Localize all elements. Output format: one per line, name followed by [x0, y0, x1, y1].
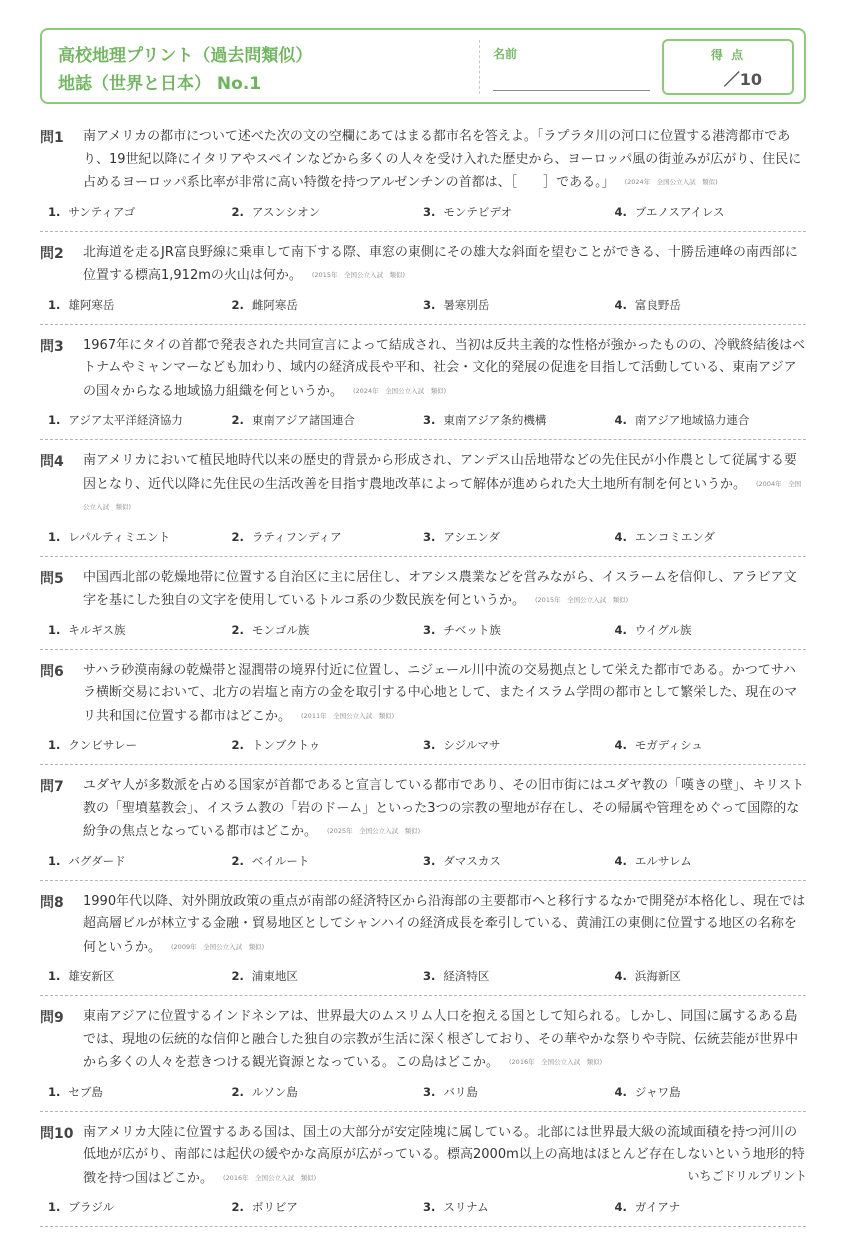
choice-label: 雄阿寒岳 — [68, 297, 115, 312]
choice-number: 3. — [423, 297, 436, 312]
choice-number: 2. — [231, 413, 244, 427]
question-body: 南アメリカの都市について述べた次の文の空欄にあてはまる都市名を答えよ。「ラプラタ川の河口に位置する港湾都市であり、19世紀以降にイタリアやスペインなどから多くの人々を受け入れた歴史から、ヨーロッパ風の街並みが広がり、住民に占めるヨーロッパ系比率が非常に高い特徴を持つアルゼンチンの首都は、［ ］である。」 — [83, 129, 802, 190]
choice-number: 4. — [614, 529, 627, 544]
answer-choice[interactable] — [615, 853, 807, 869]
question-item — [40, 450, 806, 557]
question-number: 問9 — [40, 1010, 64, 1026]
choice-number: 3. — [423, 969, 436, 983]
answer-choice[interactable] — [423, 737, 615, 753]
choice-label: ダマスカス — [443, 853, 501, 868]
question-item — [40, 242, 806, 325]
answer-choices — [40, 965, 806, 987]
answer-choice[interactable] — [40, 968, 232, 984]
name-field[interactable] — [493, 90, 650, 91]
choice-label: ベイルート — [251, 853, 310, 868]
question-body: 南アメリカ大陸に位置するある国は、国土の大部分が安定陸塊に属している。北部には世界最大級の流域面積を持つ河川の低地が広がり、南部には起伏の緩やかな高原が広がっている。標高2000m以上の高地はほとんど存在しないという地形的特徴を持つ国はどこか。 — [83, 1124, 805, 1186]
choice-label: モンゴル族 — [251, 622, 310, 637]
answer-choice[interactable] — [232, 853, 424, 869]
choice-number: 1. — [48, 622, 61, 637]
choice-label: トンブクトゥ — [251, 738, 321, 752]
choice-label: 富良野岳 — [634, 297, 681, 312]
choice-label: シジルマサ — [443, 738, 501, 752]
question-text — [83, 891, 806, 960]
question-text — [83, 1006, 806, 1075]
choice-label: 浜海新区 — [634, 969, 681, 983]
footer-brand: いちごドリルプリント — [687, 1169, 807, 1183]
question-source: (2011年 全国公立入試 類似) — [301, 711, 395, 720]
header-divider — [479, 40, 480, 94]
choice-number: 2. — [231, 969, 244, 983]
question-source: (2016年 全国公立入試 類似) — [223, 1173, 317, 1182]
question-number: 問3 — [40, 338, 64, 355]
question-number: 問8 — [40, 894, 64, 911]
question-source: (2015年 全国公立入試 類似) — [311, 271, 406, 279]
choice-label: ラティフンディア — [251, 529, 342, 544]
choice-label: スリナム — [443, 1200, 489, 1214]
choice-label: エンコミエンダ — [634, 529, 715, 544]
choice-label: ブエノスアイレス — [634, 204, 725, 219]
question-text — [83, 775, 806, 844]
choice-label: 東南アジア条約機構 — [443, 413, 547, 427]
question-item — [40, 335, 806, 441]
choice-label: ウイグル族 — [634, 622, 692, 637]
answer-choice[interactable] — [232, 1199, 424, 1215]
question-body: 南アメリカにおいて植民地時代以来の歴史的背景から形成され、アンデス山岳地帯などの先住民が小作農として従属する要因となり、近代以降に先住民の生活改善を目指す農地改革によって解体が進められた大土地所有制を何というか。 — [83, 453, 797, 492]
question-text — [83, 450, 806, 520]
answer-choice[interactable] — [40, 853, 232, 869]
choice-label: 雄安新区 — [68, 969, 115, 983]
choice-number: 3. — [423, 1200, 436, 1214]
name-label: 名前 — [493, 47, 518, 61]
question-number: 問6 — [40, 663, 64, 680]
choice-number: 4. — [614, 1200, 627, 1214]
question-number: 問1 — [40, 130, 64, 146]
question-number: 問5 — [40, 570, 64, 587]
choice-label: モガディシュ — [634, 738, 703, 752]
answer-choice[interactable] — [40, 412, 232, 428]
choice-number: 3. — [423, 622, 436, 637]
choice-label: 経済特区 — [443, 969, 490, 983]
answer-choices — [40, 1196, 806, 1218]
question-number: 問2 — [40, 245, 64, 262]
choice-number: 4. — [614, 413, 627, 427]
question-item — [40, 1006, 806, 1112]
answer-choice[interactable] — [232, 737, 424, 753]
choice-number: 2. — [231, 738, 244, 752]
answer-choices — [40, 619, 806, 641]
question-number: 問10 — [40, 1125, 74, 1142]
choice-number: 4. — [614, 1084, 627, 1099]
question-item — [40, 660, 806, 766]
answer-choice[interactable] — [40, 622, 232, 638]
choice-label: クンビサレー — [68, 738, 138, 752]
worksheet-title: 高校地理プリント（過去問類似） — [58, 46, 313, 66]
answer-choice[interactable] — [232, 622, 424, 638]
question-source: (2004年 全国公立入試 類似) — [83, 479, 802, 511]
answer-choice[interactable] — [615, 204, 807, 220]
answer-choices — [40, 201, 806, 223]
answer-choice[interactable] — [423, 529, 615, 545]
answer-choices — [40, 409, 806, 431]
answer-choices — [40, 526, 806, 548]
choice-label: 雌阿寒岳 — [251, 297, 298, 312]
choice-number: 2. — [231, 622, 244, 637]
answer-choice[interactable] — [232, 412, 424, 428]
answer-choice[interactable] — [615, 622, 807, 638]
question-number: 問7 — [40, 779, 64, 795]
choice-number: 4. — [614, 297, 627, 312]
answer-choices — [40, 1081, 806, 1103]
choice-label: サンティアゴ — [68, 204, 136, 219]
answer-choice[interactable] — [615, 529, 807, 545]
answer-choice[interactable] — [40, 297, 232, 313]
score-value: ／10 — [723, 70, 762, 89]
question-body: 北海道を走るJR富良野線に乗車して南下する際、車窓の東側にその雄大な斜面を望むことができる、十勝岳連峰の南西部に位置する標高1,912mの火山は何か。 — [83, 244, 798, 283]
choice-number: 3. — [423, 1084, 436, 1099]
answer-choice[interactable] — [40, 1084, 232, 1100]
answer-choice[interactable] — [232, 204, 424, 220]
answer-choice[interactable] — [615, 297, 807, 313]
question-item — [40, 891, 806, 997]
choice-number: 2. — [231, 1084, 244, 1099]
question-text — [83, 126, 806, 195]
answer-choice[interactable] — [423, 204, 615, 220]
choice-number: 1. — [48, 529, 61, 544]
score-box — [662, 39, 794, 95]
choice-number: 3. — [423, 204, 436, 219]
answer-choice[interactable] — [615, 737, 807, 753]
choice-number: 2. — [231, 853, 244, 868]
choice-label: チベット族 — [443, 622, 501, 637]
choice-label: ブラジル — [68, 1200, 115, 1214]
question-body: 中国西北部の乾燥地帯に位置する自治区に主に居住し、オアシス農業などを営みながら、イスラームを信仰し、アラビア文字を基にした独自の文字を使用しているトルコ系の少数民族を何というか。 — [83, 569, 797, 608]
answer-choices — [40, 294, 806, 316]
question-source: (2009年 全国公立入試 類似) — [171, 942, 265, 951]
worksheet-header — [40, 28, 806, 104]
choice-label: 東南アジア諸国連合 — [251, 413, 355, 427]
answer-choices — [40, 850, 806, 872]
choice-number: 3. — [423, 413, 436, 427]
answer-choice[interactable] — [423, 968, 615, 984]
answer-choice[interactable] — [615, 1084, 807, 1100]
question-source: (2024年 全国公立入試 類似) — [353, 386, 447, 395]
choice-number: 1. — [48, 413, 61, 427]
choice-label: バグダード — [68, 853, 126, 868]
answer-choice[interactable] — [40, 529, 232, 545]
answer-choice[interactable] — [615, 968, 807, 984]
choice-label: ジャワ島 — [634, 1084, 681, 1099]
choice-number: 1. — [48, 1200, 61, 1214]
score-label: 得 点 — [710, 48, 746, 62]
answer-choice[interactable] — [40, 204, 232, 220]
choice-number: 1. — [48, 297, 61, 312]
question-text — [83, 335, 806, 404]
answer-choice[interactable] — [232, 968, 424, 984]
question-body: 1967年にタイの首都で発表された共同宣言によって結成され、当初は反共主義的な性格が強かったものの、冷戦終結後はベトナムやミャンマーなども加わり、域内の経済成長や平和、社会・文化的発展の促進を目指して活動している、東南アジアの国々からなる地域協力組織を何というか。 — [83, 337, 806, 399]
question-item — [40, 126, 806, 232]
question-text — [83, 660, 806, 729]
choice-label: アスンシオン — [251, 204, 321, 219]
question-text — [83, 567, 806, 613]
choice-number: 1. — [48, 853, 61, 868]
choice-number: 4. — [614, 738, 627, 752]
question-body: ユダヤ人が多数派を占める国家が首都であると宣言している都市であり、その旧市街にはユダヤ教の「嘆きの壁」、キリスト教の「聖墳墓教会」、イスラム教の「岩のドーム」といった3つの宗教の聖地が存在し、その帰属や管理をめぐって国際的な紛争の焦点となっている都市はどこか。 — [83, 778, 805, 839]
choice-label: ボリビア — [251, 1200, 298, 1214]
answer-choice[interactable] — [40, 737, 232, 753]
question-body: 1990年代以降、対外開放政策の重点が南部の経済特区から沿海部の主要都市へと移行するなかで開発が本格化し、現在では超高層ビルが林立する金融・貿易地区としてシャンハイの経済成長を牽引している、黄浦江の東側に位置する地区の名称を何というか。 — [83, 893, 806, 955]
question-source: (2016年 全国公立入試 類似) — [509, 1058, 603, 1066]
choice-number: 4. — [614, 622, 627, 637]
answer-choice[interactable] — [423, 412, 615, 428]
choice-label: エルサレム — [634, 853, 692, 868]
question-body: 東南アジアに位置するインドネシアは、世界最大のムスリム人口を抱える国として知られる。しかし、同国に属するある島では、現地の伝統的な信仰と融合した独自の宗教が生活に深く根ざしており、その華やかな祭りや寺院、伝統芸能が世界中から多くの人々を惹きつける観光資源となっている。この島はどこか。 — [83, 1009, 799, 1070]
choice-number: 1. — [48, 969, 61, 983]
choice-number: 3. — [423, 529, 436, 544]
answer-choice[interactable] — [40, 1199, 232, 1215]
question-source: (2024年 全国公立入試 類似) — [624, 178, 718, 186]
choice-number: 3. — [423, 738, 436, 752]
answer-choice[interactable] — [423, 622, 615, 638]
answer-choice[interactable] — [615, 1199, 807, 1215]
answer-choice[interactable] — [615, 412, 807, 428]
question-source: (2025年 全国公立入試 類似) — [327, 827, 421, 835]
answer-choice[interactable] — [232, 297, 424, 313]
answer-choice[interactable] — [423, 1084, 615, 1100]
answer-choice[interactable] — [423, 1199, 615, 1215]
choice-number: 1. — [48, 204, 61, 219]
choice-label: セブ島 — [68, 1084, 103, 1099]
choice-number: 1. — [48, 738, 61, 752]
answer-choices — [40, 734, 806, 756]
choice-label: モンテビデオ — [443, 204, 513, 219]
choice-label: ルソン島 — [251, 1084, 298, 1099]
choice-number: 2. — [231, 204, 244, 219]
choice-label: バリ島 — [443, 1084, 478, 1099]
choice-number: 2. — [231, 529, 244, 544]
choice-number: 4. — [614, 969, 627, 983]
question-item — [40, 567, 806, 650]
choice-label: アジア太平洋経済協力 — [68, 413, 183, 427]
choice-label: ガイアナ — [634, 1200, 681, 1214]
choice-label: アシエンダ — [443, 529, 500, 544]
choice-number: 3. — [423, 853, 436, 868]
question-source: (2015年 全国公立入試 類似) — [535, 596, 629, 604]
choice-number: 4. — [614, 853, 627, 868]
choice-number: 1. — [48, 1084, 61, 1099]
choice-label: 暑寒別岳 — [443, 297, 490, 312]
question-list — [40, 126, 806, 1237]
choice-label: 南アジア地域協力連合 — [634, 413, 750, 427]
choice-label: 浦東地区 — [251, 969, 298, 983]
question-item — [40, 775, 806, 881]
question-text — [83, 242, 806, 288]
question-body: サハラ砂漠南縁の乾燥帯と湿潤帯の境界付近に位置し、ニジェール川中流の交易拠点として栄えた都市である。かつてサハラ横断交易において、北方の岩塩と南方の金を取引する中心地として、またイスラム学問の都市として繁栄した、現在のマリ共和国に位置する都市はどこか。 — [83, 662, 798, 724]
choice-label: キルギス族 — [68, 622, 126, 637]
choice-number: 4. — [614, 204, 627, 219]
choice-number: 2. — [231, 297, 244, 312]
question-number: 問4 — [40, 454, 64, 470]
answer-choice[interactable] — [232, 529, 424, 545]
worksheet-subtitle: 地誌（世界と日本） No.1 — [58, 74, 262, 94]
choice-label: レパルティミエント — [68, 529, 171, 544]
choice-number: 2. — [231, 1200, 244, 1214]
answer-choice[interactable] — [423, 853, 615, 869]
answer-choice[interactable] — [423, 297, 615, 313]
answer-choice[interactable] — [232, 1084, 424, 1100]
